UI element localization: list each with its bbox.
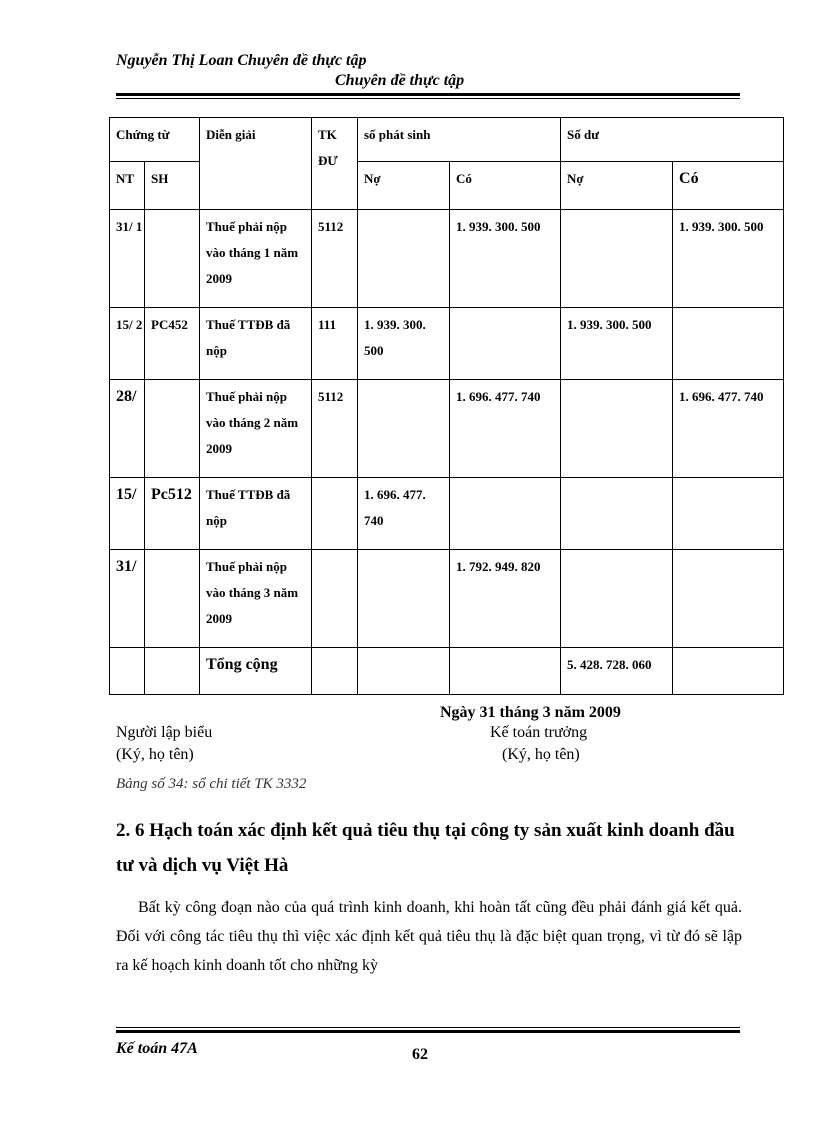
footer-rule-thick bbox=[116, 1030, 740, 1033]
signature-right-title: Kế toán trưởng bbox=[490, 724, 588, 741]
cell-no bbox=[358, 550, 450, 648]
table-row bbox=[110, 478, 784, 550]
cell-desc: Thuế phải nộp vào tháng 1 năm 2009 bbox=[200, 210, 312, 308]
header-dien-giai: Diễn giải bbox=[200, 118, 312, 210]
cell-desc: Thuế phải nộp vào tháng 3 năm 2009 bbox=[200, 550, 312, 648]
header-no: Nợ bbox=[358, 162, 450, 210]
cell-sh: Pc512 bbox=[145, 478, 200, 550]
cell-du-co bbox=[673, 550, 784, 648]
cell-du-co bbox=[673, 648, 784, 695]
cell-nt: 15/ bbox=[110, 478, 145, 550]
header-tk: TK bbox=[318, 127, 337, 142]
ledger-table bbox=[109, 117, 784, 695]
footer-class: Kế toán 47A bbox=[116, 1040, 198, 1057]
table-caption: Bảng số 34: sổ chi tiết TK 3332 bbox=[116, 776, 307, 792]
section-heading: 2. 6 Hạch toán xác định kết quả tiêu thụ tại công ty sản xuất kinh doanh đầu tư và dịch vụ Việt Hà bbox=[116, 820, 735, 876]
cell-du-no: 1. 939. 300. 500 bbox=[561, 308, 673, 380]
cell-no bbox=[358, 380, 450, 478]
cell-tk bbox=[312, 478, 358, 550]
cell-co bbox=[450, 648, 561, 695]
cell-desc: Thuế TTĐB đã nộp bbox=[200, 478, 312, 550]
cell-du-no bbox=[561, 478, 673, 550]
cell-tk: 5112 bbox=[312, 380, 358, 478]
header-so-du: Số dư bbox=[561, 118, 784, 162]
signature-left-title: Người lập biểu bbox=[116, 724, 213, 741]
table-header-row bbox=[110, 118, 784, 162]
cell-nt: 28/ bbox=[110, 380, 145, 478]
cell-sh: PC452 bbox=[145, 308, 200, 380]
header-chung-tu: Chứng từ bbox=[110, 118, 200, 162]
header-sh: SH bbox=[145, 162, 200, 210]
cell-desc: Thuế TTĐB đã nộp bbox=[200, 308, 312, 380]
cell-tk bbox=[312, 648, 358, 695]
header-rule-thin bbox=[116, 98, 740, 99]
cell-du-no bbox=[561, 380, 673, 478]
cell-tk: 5112 bbox=[312, 210, 358, 308]
page-number: 62 bbox=[412, 1046, 428, 1063]
header-du: ĐƯ bbox=[318, 153, 338, 168]
cell-du-no bbox=[561, 210, 673, 308]
header-du-no: Nợ bbox=[561, 162, 673, 210]
cell-no bbox=[358, 210, 450, 308]
cell-no bbox=[358, 648, 450, 695]
cell-du-co bbox=[673, 308, 784, 380]
header-rule-thick bbox=[116, 93, 740, 96]
total-label: Tổng cộng bbox=[200, 648, 312, 695]
signature-date: Ngày 31 tháng 3 năm 2009 bbox=[440, 704, 621, 721]
signature-right-sub: (Ký, họ tên) bbox=[502, 746, 580, 763]
total-du-no: 5. 428. 728. 060 bbox=[561, 648, 673, 695]
cell-du-co: 1. 696. 477. 740 bbox=[673, 380, 784, 478]
cell-co: 1. 696. 477. 740 bbox=[450, 380, 561, 478]
cell-tk bbox=[312, 550, 358, 648]
cell-sh bbox=[145, 648, 200, 695]
cell-co bbox=[450, 308, 561, 380]
cell-no: 1. 939. 300. 500 bbox=[358, 308, 450, 380]
cell-nt: 31/ bbox=[110, 550, 145, 648]
cell-du-co: 1. 939. 300. 500 bbox=[673, 210, 784, 308]
cell-co bbox=[450, 478, 561, 550]
table-row bbox=[110, 550, 784, 648]
cell-co: 1. 792. 949. 820 bbox=[450, 550, 561, 648]
cell-no: 1. 696. 477. 740 bbox=[358, 478, 450, 550]
cell-sh bbox=[145, 380, 200, 478]
cell-nt: 31/ 1 bbox=[110, 210, 145, 308]
header-co: Có bbox=[450, 162, 561, 210]
header-author-title: Nguyễn Thị Loan Chuyên đề thực tập bbox=[116, 52, 367, 69]
header-tk-du bbox=[312, 118, 358, 210]
table-row bbox=[110, 308, 784, 380]
header-du-co: Có bbox=[673, 162, 784, 210]
header-so-phat-sinh: số phát sinh bbox=[358, 118, 561, 162]
cell-nt bbox=[110, 648, 145, 695]
table-row bbox=[110, 210, 784, 308]
table-total-row bbox=[110, 648, 784, 695]
cell-sh bbox=[145, 210, 200, 308]
header-subtitle: Chuyên đề thực tập bbox=[335, 72, 465, 89]
cell-du-no bbox=[561, 550, 673, 648]
cell-tk: 111 bbox=[312, 308, 358, 380]
cell-sh bbox=[145, 550, 200, 648]
footer-rule-thin bbox=[116, 1027, 740, 1028]
cell-co: 1. 939. 300. 500 bbox=[450, 210, 561, 308]
header-nt: NT bbox=[110, 162, 145, 210]
body-paragraph: Bất kỳ công đoạn nào của quá trình kinh doanh, khi hoàn tất cũng đều phải đánh giá kết quả. Đối với công tác tiêu thụ thì việc xác định kết quả tiêu thụ là đặc biệt quan trọng, vì từ đó sẽ lập ra kế hoạch kinh doanh tốt cho những kỳ bbox=[116, 899, 742, 974]
table-row bbox=[110, 380, 784, 478]
signature-left-sub: (Ký, họ tên) bbox=[116, 746, 194, 763]
cell-desc: Thuế phải nộp vào tháng 2 năm 2009 bbox=[200, 380, 312, 478]
cell-nt: 15/ 2 bbox=[110, 308, 145, 380]
cell-du-co bbox=[673, 478, 784, 550]
